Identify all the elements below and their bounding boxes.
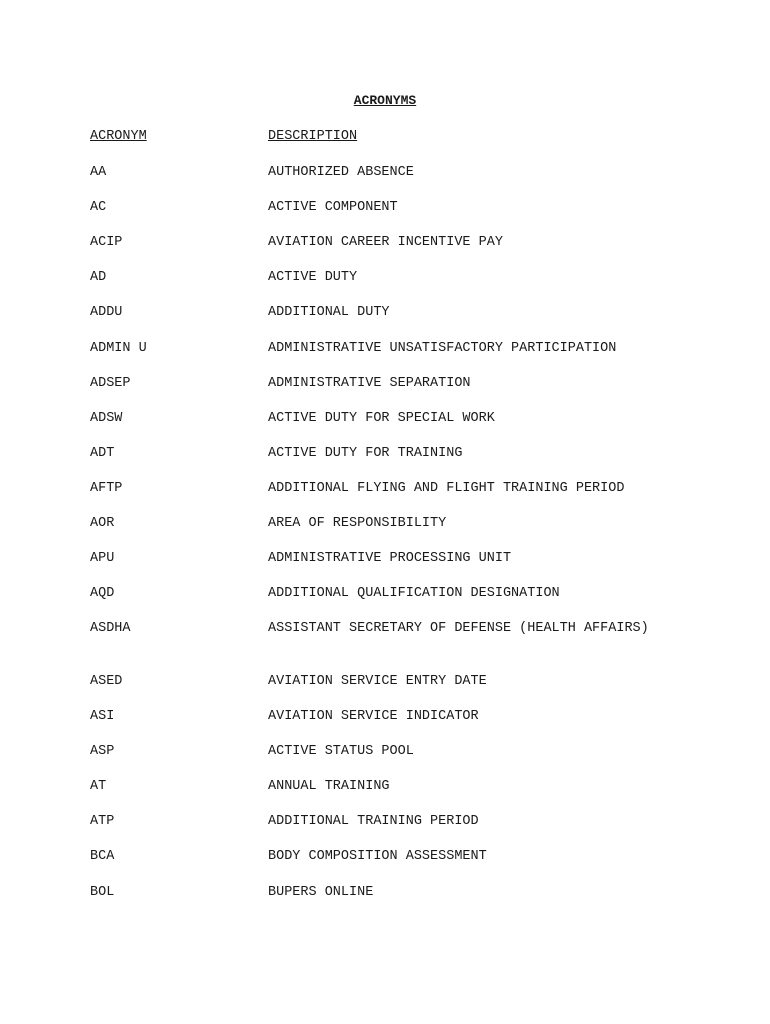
description-cell: ADDITIONAL QUALIFICATION DESIGNATION [268,586,560,602]
acronym-cell: ASDHA [90,621,131,637]
acronym-cell: ATP [90,814,115,830]
description-cell: BODY COMPOSITION ASSESSMENT [268,849,487,865]
acronym-cell: AD [90,270,107,286]
acronym-cell: AC [90,200,107,216]
acronym-cell: ASP [90,744,115,760]
acronym-cell: AT [90,779,107,795]
description-cell: ACTIVE DUTY [268,270,358,286]
acronym-cell: ADMIN U [90,340,147,356]
acronym-cell: ACIP [90,235,123,251]
acronym-cell: AFTP [90,480,123,496]
description-cell: ACTIVE COMPONENT [268,200,398,216]
acronym-cell: BCA [90,849,115,865]
description-cell: AREA OF RESPONSIBILITY [268,516,447,531]
acronym-cell: APU [90,551,115,567]
description-cell: ACTIVE STATUS POOL [268,744,414,760]
description-cell: ADMINISTRATIVE SEPARATION [268,375,471,391]
acronym-cell: ADSEP [90,375,131,391]
acronym-cell: ASED [90,673,123,689]
acronym-cell: AQD [90,586,115,602]
description-cell: ADDITIONAL DUTY [268,305,390,321]
description-cell: ADMINISTRATIVE PROCESSING UNIT [268,551,512,567]
acronym-cell: ADSW [90,410,123,426]
acronym-cell: AA [90,165,107,180]
acronym-column-header: ACRONYM [90,129,147,144]
description-cell: AUTHORIZED ABSENCE [268,165,414,180]
description-cell: ASSISTANT SECRETARY OF DEFENSE (HEALTH AFFAIRS) [268,621,649,637]
description-cell: ACTIVE DUTY FOR TRAINING [268,445,463,461]
description-cell: BUPERS ONLINE [268,884,374,900]
description-cell: AVIATION CAREER INCENTIVE PAY [268,235,503,251]
description-column-header: DESCRIPTION [268,129,358,144]
acronym-cell: AOR [90,516,115,531]
description-cell: ADMINISTRATIVE UNSATISFACTORY PARTICIPATION [268,340,617,356]
page-title: ACRONYMS [353,93,417,108]
description-cell: ANNUAL TRAINING [268,779,390,795]
description-cell: AVIATION SERVICE ENTRY DATE [268,673,487,689]
acronym-cell: ADT [90,445,115,461]
acronym-cell: BOL [90,884,115,900]
description-cell: ACTIVE DUTY FOR SPECIAL WORK [268,410,495,426]
description-cell: ADDITIONAL FLYING AND FLIGHT TRAINING PERIOD [268,480,625,496]
description-cell: ADDITIONAL TRAINING PERIOD [268,814,479,830]
acronym-cell: ADDU [90,305,123,321]
description-cell: AVIATION SERVICE INDICATOR [268,709,479,724]
acronym-cell: ASI [90,709,115,724]
